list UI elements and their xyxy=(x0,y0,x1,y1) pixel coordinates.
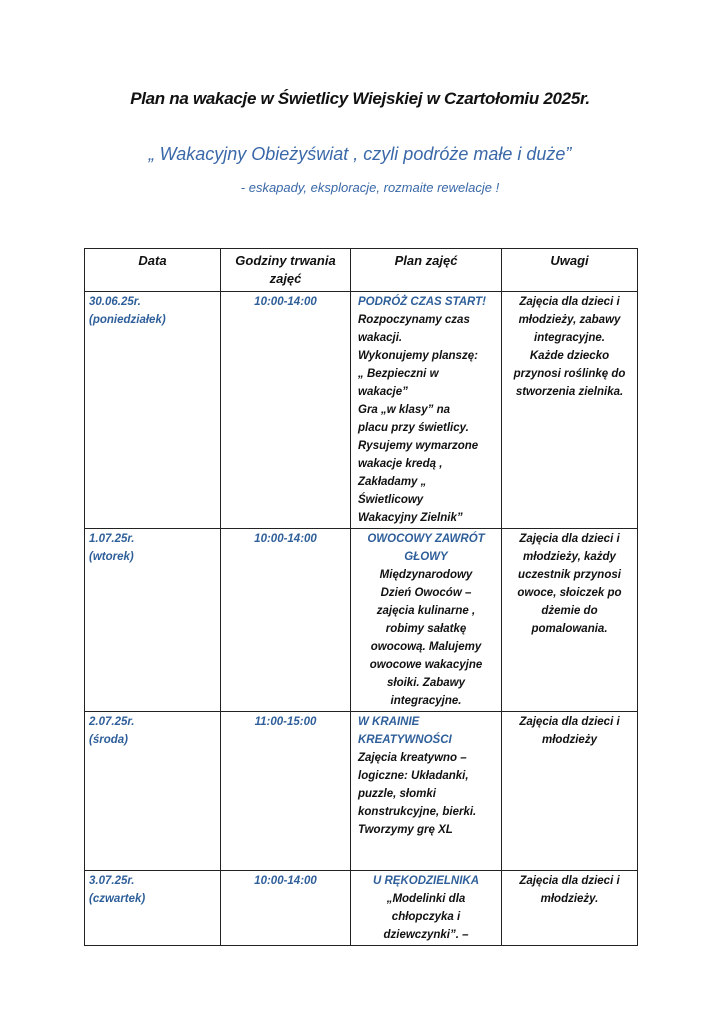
table-row xyxy=(85,712,638,871)
column-header-date: Data xyxy=(85,249,221,292)
document-title: Plan na wakacje w Świetlicy Wiejskiej w Czartołomiu 2025r. xyxy=(130,89,590,108)
row-plan xyxy=(351,712,502,871)
row-hours: 10:00-14:00 xyxy=(221,292,351,529)
row-notes: Zajęcia dla dzieci i młodzieży xyxy=(502,712,638,871)
row-plan xyxy=(351,529,502,712)
row-hours: 11:00-15:00 xyxy=(221,712,351,871)
row-hours: 10:00-14:00 xyxy=(221,871,351,946)
row-plan xyxy=(351,871,502,946)
row-notes: Zajęcia dla dzieci i młodzieży, każdy uczestnik przynosi owoce, słoiczek po dżemie do pomalowania. xyxy=(502,529,638,712)
row-notes: Zajęcia dla dzieci i młodzieży. xyxy=(502,871,638,946)
row-plan xyxy=(351,292,502,529)
plan-title: U RĘKODZIELNIKA xyxy=(372,875,480,887)
row-notes: Zajęcia dla dzieci i młodzieży, zabawy integracyjne. Każde dziecko przynosi roślinkę do stworzenia zielnika. xyxy=(502,292,638,529)
plan-description: „Modelinki dla chłopczyka i dziewczynki”. – xyxy=(383,893,469,941)
row-date: 2.07.25r. (środa) xyxy=(85,712,221,871)
plan-title: OWOCOWY ZAWRÓT GŁOWY xyxy=(367,533,485,563)
row-date: 3.07.25r. (czwartek) xyxy=(85,871,221,946)
plan-description: Zajęcia kreatywno – logiczne: Układanki, puzzle, słomki konstrukcyjne, bierki. Tworzymy grę XL xyxy=(358,752,477,836)
table-row xyxy=(85,871,638,946)
schedule-table xyxy=(84,248,638,946)
table-row xyxy=(85,292,638,529)
column-header-plan: Plan zajęć xyxy=(351,249,502,292)
column-header-notes: Uwagi xyxy=(502,249,638,292)
plan-title: PODRÓŻ CZAS START! xyxy=(358,296,486,308)
row-hours: 10:00-14:00 xyxy=(221,529,351,712)
row-date: 1.07.25r. (wtorek) xyxy=(85,529,221,712)
plan-description: Rozpoczynamy czas wakacji. Wykonujemy planszę: „ Bezpieczni w wakacje” Gra „w klasy” na placu przy świetlicy. Rysujemy wymarzone wakacje kredą , Zakładamy „ Świetlicowy Wakacyjny Zielnik” xyxy=(358,314,479,524)
column-header-hours: Godziny trwania zajęć xyxy=(221,249,351,292)
row-date: 30.06.25r. (poniedziałek) xyxy=(85,292,221,529)
document-tagline: - eskapady, eksploracje, rozmaite rewelacje ! xyxy=(240,180,500,195)
document-subtitle: „ Wakacyjny Obieżyświat , czyli podróże małe i duże” xyxy=(148,144,572,164)
plan-title: W KRAINIE KREATYWNOŚCI xyxy=(358,716,452,746)
table-row xyxy=(85,529,638,712)
table-header-row xyxy=(85,249,638,292)
plan-description: Międzynarodowy Dzień Owoców – zajęcia kulinarne , robimy sałatkę owocową. Malujemy owocowe wakacyjne słoiki. Zabawy integracyjne. xyxy=(369,569,483,707)
